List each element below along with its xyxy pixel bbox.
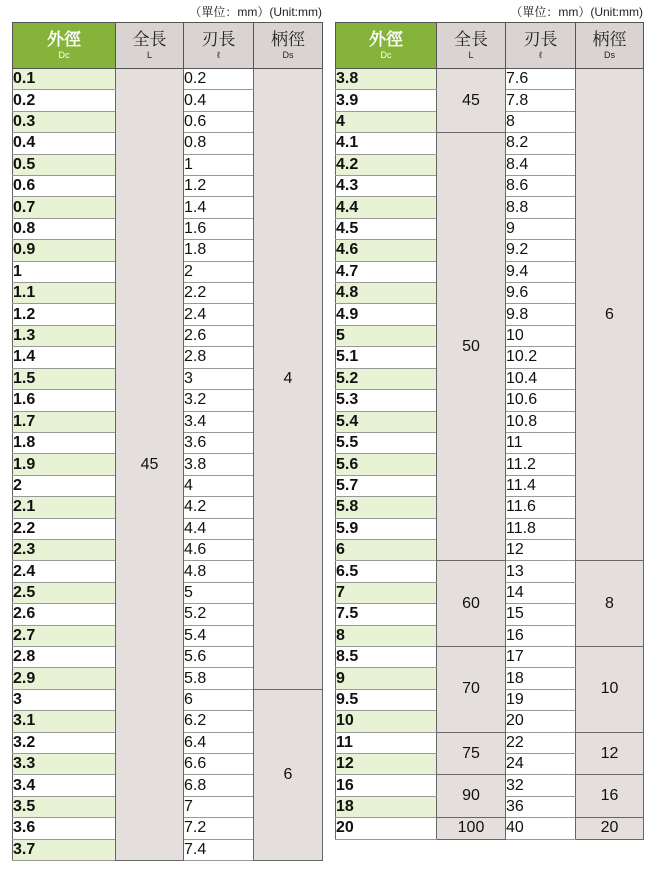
flute-length-cell: 4.6 [184, 539, 254, 560]
flute-length-cell: 5.2 [184, 604, 254, 625]
table-row [336, 732, 644, 753]
outer-diameter-cell: 0.7 [13, 197, 116, 218]
outer-diameter-cell: 16 [336, 775, 437, 796]
flute-length-cell: 11 [506, 432, 576, 453]
flute-length-cell: 20 [506, 711, 576, 732]
outer-diameter-cell: 2.4 [13, 561, 116, 582]
flute-length-cell: 1.4 [184, 197, 254, 218]
header-label: 全長 [454, 30, 488, 49]
flute-length-cell: 11.8 [506, 518, 576, 539]
flute-length-cell: 10.6 [506, 390, 576, 411]
flute-length-cell: 2.8 [184, 347, 254, 368]
outer-diameter-cell: 3.8 [336, 69, 437, 90]
flute-length-cell: 4.8 [184, 561, 254, 582]
outer-diameter-cell: 0.5 [13, 154, 116, 175]
outer-diameter-cell: 1.3 [13, 325, 116, 346]
overall-length-cell: 70 [437, 646, 506, 732]
outer-diameter-cell: 18 [336, 796, 437, 817]
outer-diameter-cell: 5.2 [336, 368, 437, 389]
outer-diameter-cell: 1.2 [13, 304, 116, 325]
flute-length-cell: 11.2 [506, 454, 576, 475]
flute-length-cell: 8.4 [506, 154, 576, 175]
flute-length-cell: 40 [506, 818, 576, 839]
header-symbol: L [468, 50, 474, 60]
outer-diameter-cell: 4.8 [336, 283, 437, 304]
outer-diameter-cell: 2.7 [13, 625, 116, 646]
outer-diameter-cell: 20 [336, 818, 437, 839]
shank-diameter-cell: 10 [576, 646, 644, 732]
outer-diameter-cell: 0.8 [13, 218, 116, 239]
outer-diameter-cell: 0.9 [13, 240, 116, 261]
outer-diameter-cell: 1.1 [13, 283, 116, 304]
header-symbol: Dc [380, 50, 392, 60]
flute-length-cell: 3.4 [184, 411, 254, 432]
outer-diameter-cell: 5 [336, 325, 437, 346]
table-row [336, 561, 644, 582]
flute-length-cell: 9.8 [506, 304, 576, 325]
flute-length-cell: 36 [506, 796, 576, 817]
right-spec-table [335, 22, 644, 840]
flute-length-cell: 10 [506, 325, 576, 346]
table-row [336, 775, 644, 796]
outer-diameter-cell: 3.6 [13, 818, 116, 839]
left-spec-panel [12, 0, 322, 861]
flute-length-cell: 2.4 [184, 304, 254, 325]
flute-length-cell: 5.6 [184, 646, 254, 667]
header-label: 全長 [132, 30, 167, 49]
header-row [13, 23, 323, 69]
outer-diameter-cell: 5.9 [336, 518, 437, 539]
header-symbol: ℓ [217, 50, 220, 60]
flute-length-cell: 6 [184, 689, 254, 710]
header-symbol: Dc [58, 50, 70, 60]
outer-diameter-cell: 4.2 [336, 154, 437, 175]
outer-diameter-cell: 2.6 [13, 604, 116, 625]
outer-diameter-cell: 1.7 [13, 411, 116, 432]
outer-diameter-cell: 4.7 [336, 261, 437, 282]
flute-length-cell: 0.6 [184, 111, 254, 132]
outer-diameter-cell: 3.1 [13, 711, 116, 732]
outer-diameter-cell: 9.5 [336, 689, 437, 710]
flute-length-cell: 2 [184, 261, 254, 282]
flute-length-cell: 2.6 [184, 325, 254, 346]
unit-note-left: （單位：mm）(Unit:mm) [189, 5, 322, 19]
flute-length-cell: 13 [506, 561, 576, 582]
flute-length-cell: 9 [506, 218, 576, 239]
outer-diameter-cell: 4.5 [336, 218, 437, 239]
outer-diameter-cell: 2.9 [13, 668, 116, 689]
outer-diameter-cell: 5.5 [336, 432, 437, 453]
table-row [336, 69, 644, 90]
outer-diameter-cell: 0.3 [13, 111, 116, 132]
flute-length-cell: 4.4 [184, 518, 254, 539]
header-symbol: Ds [282, 50, 294, 60]
flute-length-cell: 1.2 [184, 176, 254, 197]
flute-length-cell: 0.8 [184, 133, 254, 154]
header-outer-diameter [13, 23, 116, 69]
header-label: 刃長 [201, 30, 236, 49]
outer-diameter-cell: 4.3 [336, 176, 437, 197]
outer-diameter-cell: 0.1 [13, 69, 116, 90]
outer-diameter-cell: 6.5 [336, 561, 437, 582]
outer-diameter-cell: 2 [13, 475, 116, 496]
outer-diameter-cell: 3.4 [13, 775, 116, 796]
flute-length-cell: 8.2 [506, 133, 576, 154]
table-row [336, 818, 644, 839]
flute-length-cell: 3.6 [184, 432, 254, 453]
flute-length-cell: 9.2 [506, 240, 576, 261]
flute-length-cell: 3 [184, 368, 254, 389]
outer-diameter-cell: 2.3 [13, 539, 116, 560]
flute-length-cell: 11.4 [506, 475, 576, 496]
header-shank-diameter [576, 23, 644, 69]
header-flute-length [506, 23, 576, 69]
flute-length-cell: 12 [506, 539, 576, 560]
overall-length-cell: 100 [437, 818, 506, 839]
flute-length-cell: 1.8 [184, 240, 254, 261]
header-label: 外徑 [47, 30, 81, 49]
flute-length-cell: 8 [506, 111, 576, 132]
outer-diameter-cell: 0.6 [13, 176, 116, 197]
overall-length-cell: 60 [437, 561, 506, 647]
flute-length-cell: 6.4 [184, 732, 254, 753]
header-symbol: L [146, 50, 152, 60]
outer-diameter-cell: 2.8 [13, 646, 116, 667]
outer-diameter-cell: 1.6 [13, 390, 116, 411]
flute-length-cell: 9.4 [506, 261, 576, 282]
outer-diameter-cell: 0.4 [13, 133, 116, 154]
outer-diameter-cell: 3.9 [336, 90, 437, 111]
flute-length-cell: 18 [506, 668, 576, 689]
flute-length-cell: 4 [184, 475, 254, 496]
outer-diameter-cell: 10 [336, 711, 437, 732]
shank-diameter-cell: 4 [254, 69, 323, 690]
outer-diameter-cell: 3.7 [13, 839, 116, 860]
flute-length-cell: 3.8 [184, 454, 254, 475]
outer-diameter-cell: 1.8 [13, 432, 116, 453]
flute-length-cell: 10.4 [506, 368, 576, 389]
flute-length-cell: 10.2 [506, 347, 576, 368]
outer-diameter-cell: 2.1 [13, 497, 116, 518]
table-row [336, 646, 644, 667]
outer-diameter-cell: 11 [336, 732, 437, 753]
outer-diameter-cell: 4.9 [336, 304, 437, 325]
flute-length-cell: 32 [506, 775, 576, 796]
header-label: 外徑 [369, 30, 403, 49]
shank-diameter-cell: 8 [576, 561, 644, 647]
flute-length-cell: 10.8 [506, 411, 576, 432]
right-spec-panel [335, 0, 643, 840]
shank-diameter-cell: 6 [254, 689, 323, 860]
header-label: 柄徑 [592, 30, 627, 49]
flute-length-cell: 11.6 [506, 497, 576, 518]
header-overall-length [437, 23, 506, 69]
outer-diameter-cell: 8.5 [336, 646, 437, 667]
header-overall-length [116, 23, 184, 69]
outer-diameter-cell: 5.1 [336, 347, 437, 368]
flute-length-cell: 24 [506, 754, 576, 775]
overall-length-cell: 75 [437, 732, 506, 775]
overall-length-cell: 45 [116, 69, 184, 861]
outer-diameter-cell: 1.5 [13, 368, 116, 389]
outer-diameter-cell: 3.5 [13, 796, 116, 817]
header-symbol: Ds [604, 50, 615, 60]
header-symbol: ℓ [539, 50, 542, 60]
header-outer-diameter [336, 23, 437, 69]
flute-length-cell: 6.8 [184, 775, 254, 796]
flute-length-cell: 0.2 [184, 69, 254, 90]
header-label: 柄徑 [271, 30, 305, 49]
header-row [336, 23, 644, 69]
outer-diameter-cell: 0.2 [13, 90, 116, 111]
header-label: 刃長 [523, 30, 558, 49]
flute-length-cell: 5.4 [184, 625, 254, 646]
shank-diameter-cell: 20 [576, 818, 644, 839]
flute-length-cell: 1.6 [184, 218, 254, 239]
outer-diameter-cell: 4 [336, 111, 437, 132]
outer-diameter-cell: 2.2 [13, 518, 116, 539]
outer-diameter-cell: 3 [13, 689, 116, 710]
outer-diameter-cell: 5.7 [336, 475, 437, 496]
flute-length-cell: 4.2 [184, 497, 254, 518]
flute-length-cell: 17 [506, 646, 576, 667]
flute-length-cell: 0.4 [184, 90, 254, 111]
flute-length-cell: 9.6 [506, 283, 576, 304]
outer-diameter-cell: 3.3 [13, 754, 116, 775]
flute-length-cell: 22 [506, 732, 576, 753]
outer-diameter-cell: 5.8 [336, 497, 437, 518]
flute-length-cell: 5 [184, 582, 254, 603]
header-shank-diameter [254, 23, 323, 69]
flute-length-cell: 5.8 [184, 668, 254, 689]
outer-diameter-cell: 8 [336, 625, 437, 646]
outer-diameter-cell: 4.4 [336, 197, 437, 218]
overall-length-cell: 50 [437, 133, 506, 561]
header-flute-length [184, 23, 254, 69]
shank-diameter-cell: 16 [576, 775, 644, 818]
table-row [13, 69, 323, 90]
flute-length-cell: 14 [506, 582, 576, 603]
outer-diameter-cell: 7.5 [336, 604, 437, 625]
outer-diameter-cell: 5.6 [336, 454, 437, 475]
flute-length-cell: 19 [506, 689, 576, 710]
flute-length-cell: 7.2 [184, 818, 254, 839]
outer-diameter-cell: 9 [336, 668, 437, 689]
flute-length-cell: 7.8 [506, 90, 576, 111]
outer-diameter-cell: 4.1 [336, 133, 437, 154]
flute-length-cell: 1 [184, 154, 254, 175]
outer-diameter-cell: 3.2 [13, 732, 116, 753]
shank-diameter-cell: 12 [576, 732, 644, 775]
shank-diameter-cell: 6 [576, 69, 644, 561]
outer-diameter-cell: 6 [336, 539, 437, 560]
left-spec-table [12, 22, 323, 861]
outer-diameter-cell: 1.4 [13, 347, 116, 368]
flute-length-cell: 7.4 [184, 839, 254, 860]
flute-length-cell: 7 [184, 796, 254, 817]
flute-length-cell: 3.2 [184, 390, 254, 411]
outer-diameter-cell: 1 [13, 261, 116, 282]
flute-length-cell: 7.6 [506, 69, 576, 90]
flute-length-cell: 16 [506, 625, 576, 646]
outer-diameter-cell: 4.6 [336, 240, 437, 261]
flute-length-cell: 6.2 [184, 711, 254, 732]
outer-diameter-cell: 12 [336, 754, 437, 775]
flute-length-cell: 8.6 [506, 176, 576, 197]
flute-length-cell: 2.2 [184, 283, 254, 304]
outer-diameter-cell: 2.5 [13, 582, 116, 603]
outer-diameter-cell: 5.4 [336, 411, 437, 432]
flute-length-cell: 8.8 [506, 197, 576, 218]
flute-length-cell: 6.6 [184, 754, 254, 775]
flute-length-cell: 15 [506, 604, 576, 625]
outer-diameter-cell: 7 [336, 582, 437, 603]
overall-length-cell: 45 [437, 69, 506, 133]
overall-length-cell: 90 [437, 775, 506, 818]
outer-diameter-cell: 1.9 [13, 454, 116, 475]
unit-note-right: （單位：mm）(Unit:mm) [510, 5, 643, 19]
outer-diameter-cell: 5.3 [336, 390, 437, 411]
